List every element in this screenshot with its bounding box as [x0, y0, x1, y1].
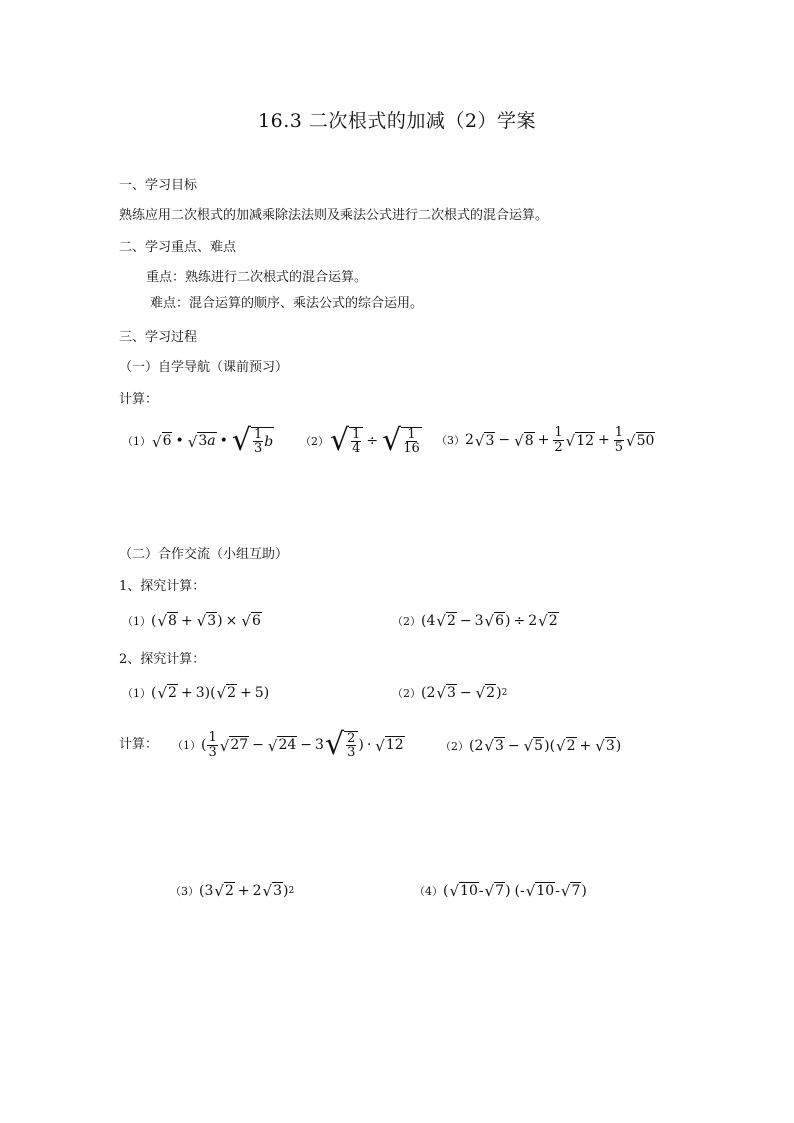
problem-4-2: （2） ( 2 √ 3 − √ 5 ) ( √ 2 + √ 3 )	[440, 737, 622, 756]
problem-4-4: （4） ( √ 10 - √ 7 ) ( - √ 10 - √ 7 )	[414, 882, 587, 901]
page-title: 16.3 二次根式的加减（2）学案	[258, 110, 536, 132]
goals-text: 熟练应用二次根式的加减乘除法法则及乘法公式进行二次根式的混合运算。	[119, 208, 549, 223]
problem-1-3: （3） 2 √ 3 − √ 8 + $\frac{1}{2}$ √ 12 + $\frac{1}{5}$ √ 50	[436, 425, 655, 455]
process-heading: 三、学习过程	[119, 330, 198, 345]
calc-label: 计算：	[119, 392, 159, 407]
problem-2-1: （1） ( √ 8 + √ 3 ) × √ 6	[122, 612, 261, 631]
goals-heading: 一、学习目标	[119, 178, 198, 193]
problem-3-1: （1） ( √ 2 + 3 ) ( √ 2 + 5 )	[122, 684, 270, 703]
key-heading: 二、学习重点、难点	[119, 240, 237, 255]
problem-4-1: 计算： （1） ( $\frac{1}{3}$ √ 27 − √ 24 − 3 √ $\frac{2}{3}$ ) · √ 12	[119, 727, 404, 762]
difficult-point: 难点：混合运算的顺序、乘法公式的综合运用。	[150, 296, 424, 311]
problem-1-2: （2） √ $\frac{1}{4}$ ÷ √ $\frac{1}{16}$	[300, 423, 420, 458]
explore-1-heading: 1、探究计算：	[119, 579, 206, 594]
explore-2-heading: 2、探究计算：	[119, 652, 206, 667]
problem-4-3: （3） ( 3 √ 2 + 2 √ 3 ) 2	[170, 882, 295, 901]
problem-2-2: （2） ( 4 √ 2 − 3 √ 6 ) ÷ 2 √ 2	[392, 612, 558, 631]
problem-3-2: （2） ( 2 √ 3 − √ 2 ) 2	[392, 684, 508, 703]
self-study-heading: （一）自学导航（课前预习）	[119, 360, 289, 375]
cooperate-heading: （二）合作交流（小组互助）	[119, 547, 289, 562]
problem-1-1: （1） √ 6 • √ 3a • √ $\frac{1}{3}$ b	[122, 423, 274, 458]
key-point: 重点：熟练进行二次根式的混合运算。	[146, 270, 368, 285]
